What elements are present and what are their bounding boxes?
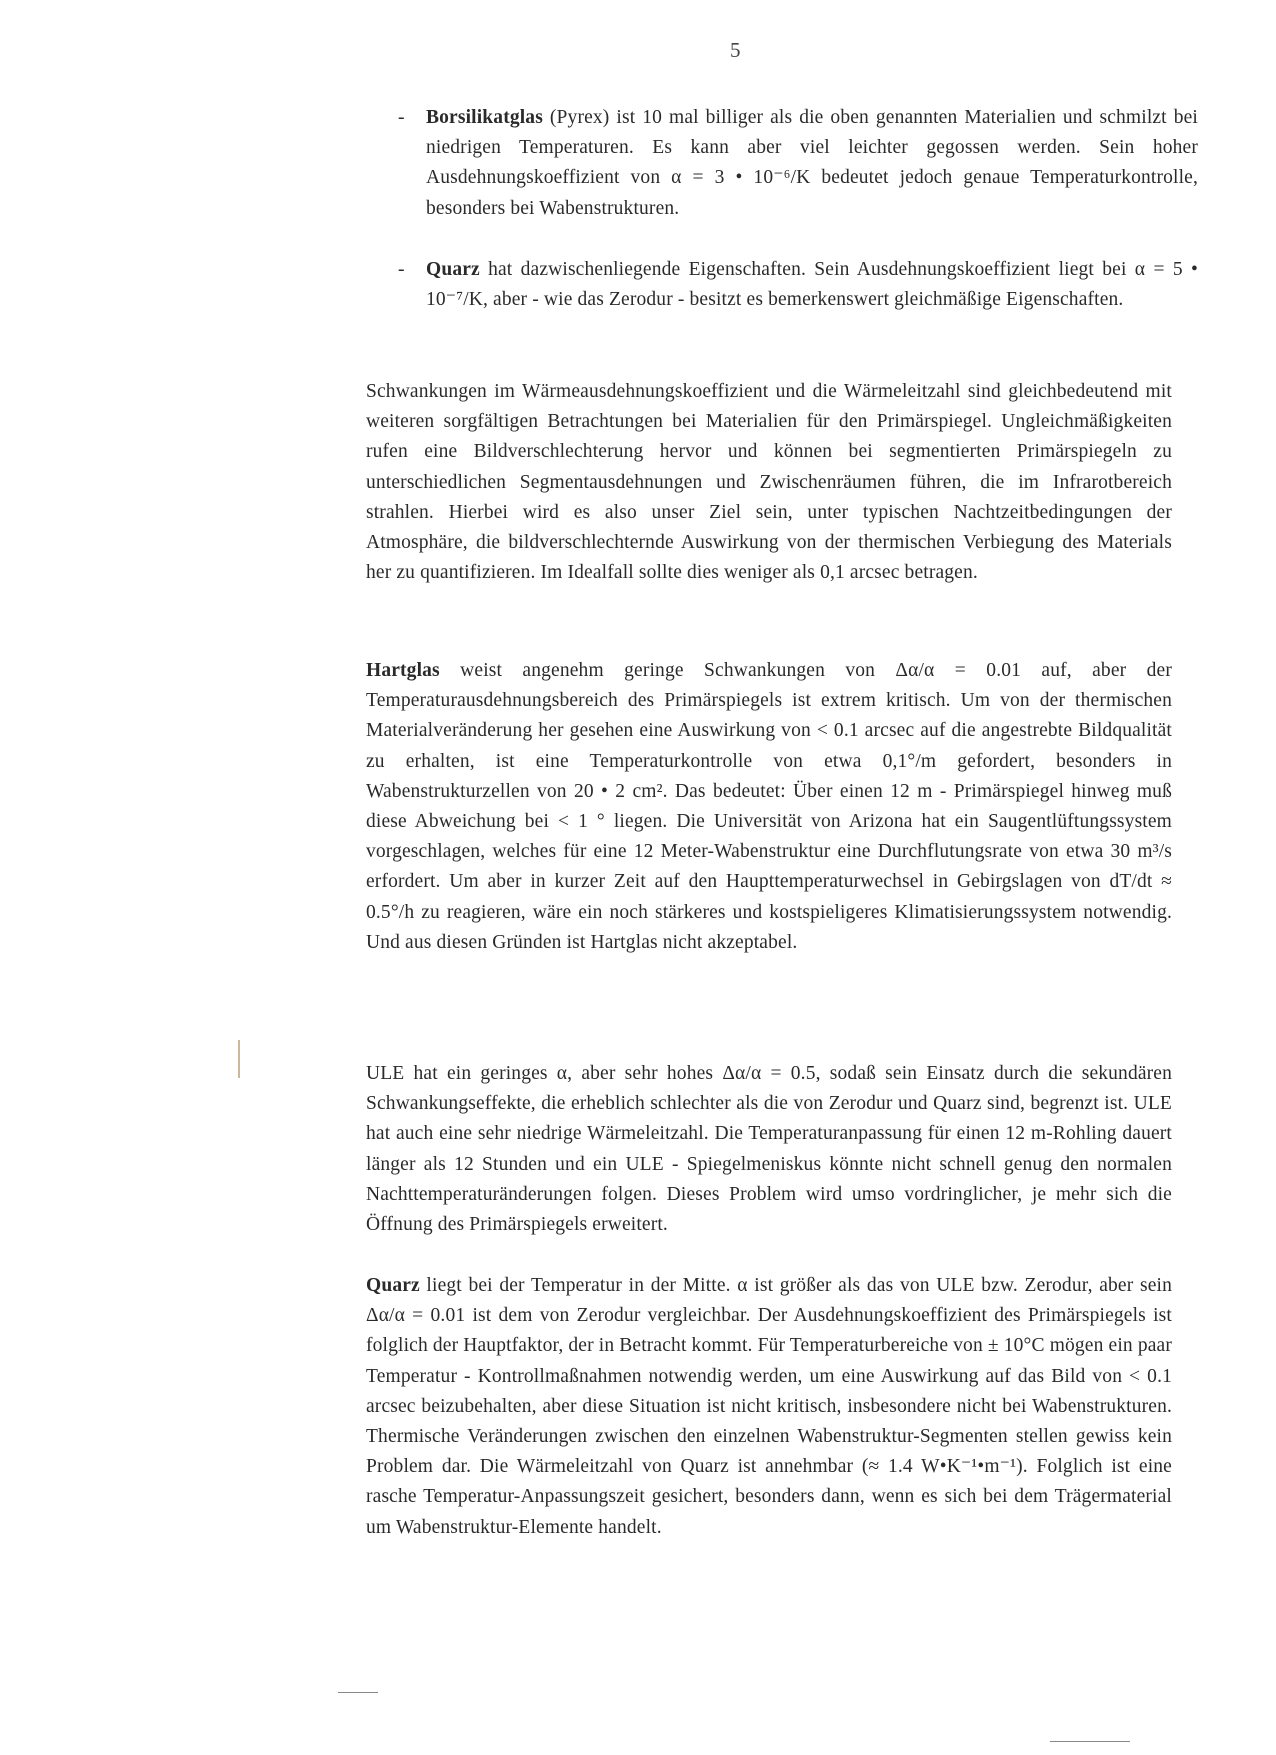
bullet-term: Quarz xyxy=(426,259,480,280)
bullet-text: (Pyrex) ist 10 mal billiger als die oben genannten Materialien und schmilzt bei niedrigen Temperaturen. Es kann aber viel leichter gegossen werden. Sein hoher Ausdehnungskoeffizient von α = 3 • 10⁻⁶/K bedeutet jedoch genaue Temperaturkontrolle, besonders bei Wabenstrukturen. xyxy=(426,107,1198,219)
scan-mark xyxy=(1050,1741,1130,1742)
paragraph-term: Quarz xyxy=(366,1275,420,1296)
page-number: 5 xyxy=(730,38,741,62)
scan-mark xyxy=(338,1692,378,1693)
paragraph-ule xyxy=(366,1059,1172,1240)
bullet-text: hat dazwischenliegende Eigenschaften. Sein Ausdehnungskoeffizient liegt bei α = 5 • 10⁻⁷/K, aber - wie das Zerodur - besitzt es bemerkenswert gleichmäßige Eigenschaften. xyxy=(426,259,1198,311)
paragraph-term: Hartglas xyxy=(366,660,440,681)
paragraph-text: liegt bei der Temperatur in der Mitte. α ist größer als das von ULE bzw. Zerodur, aber sein Δα/α = 0.01 ist dem von Zerodur vergleichbar. Der Ausdehnungskoeffizient des Primärspiegels ist folglich der Hauptfaktor, der in Betracht kommt. Für Temperaturbereiche von ± 10°C mögen ein paar Temperatur - Kontrollmaßnahmen notwendig werden, um eine Auswirkung auf das Bild von < 0.1 arcsec beizubehalten, aber diese Situation ist nicht kritisch, insbesondere nicht bei Wabenstrukturen. Thermische Veränderungen zwischen den einzelnen Wabenstruktur-Segmenten stellen gewiss kein Problem dar. Die Wärmeleitzahl von Quarz ist annehmbar (≈ 1.4 W•K⁻¹•m⁻¹). Folglich ist eine rasche Temperatur-Anpassungszeit gesichert, besonders dann, wenn es sich bei dem Trägermaterial um Wabenstruktur-Elemente handelt. xyxy=(366,1275,1172,1538)
paragraph-quarz xyxy=(366,1271,1172,1543)
bullet-quartz xyxy=(398,255,1198,315)
bullet-dash: - xyxy=(398,259,405,280)
bullet-borosilicate xyxy=(398,103,1198,224)
bullet-dash: - xyxy=(398,107,405,128)
paragraph-text: weist angenehm geringe Schwankungen von Δα/α = 0.01 auf, aber der Temperaturausdehnungsbereich des Primärspiegels ist extrem kritisch. Um von der thermischen Materialveränderung her gesehen eine Auswirkung von < 0.1 arcsec auf die angestrebte Bildqualität zu erhalten, ist eine Temperaturkontrolle von etwa 0,1°/m gefordert, besonders in Wabenstrukturzellen von 20 • 2 cm². Das bedeutet: Über einen 12 m - Primärspiegel hinweg muß diese Abweichung bei < 1 ° liegen. Die Universität von Arizona hat ein Saugentlüftungssystem vorgeschlagen, welches für eine 12 Meter-Wabenstruktur eine Durchflutungsrate von etwa 30 m³/s erfordert. Um aber in kurzer Zeit auf den Haupttemperaturwechsel in Gebirgslagen von dT/dt ≈ 0.5°/h zu reagieren, wäre ein noch stärkeres und kostspieligeres Klimatisierungssystem notwendig. Und aus diesen Gründen ist Hartglas nicht akzeptabel. xyxy=(366,660,1172,953)
paragraph-fluctuations xyxy=(366,377,1172,588)
paragraph-hartglas xyxy=(366,656,1172,958)
paragraph-text: Schwankungen im Wärmeausdehnungskoeffizient und die Wärmeleitzahl sind gleichbedeutend mit weiteren sorgfältigen Betrachtungen bei Materialien für den Primärspiegel. Ungleichmäßigkeiten rufen eine Bildverschlechterung hervor und können bei segmentierten Primärspiegeln zu unterschiedlichen Segmentausdehnungen und Zwischenräumen führen, die im Infrarotbereich strahlen. Hierbei wird es also unser Ziel sein, unter typischen Nachtzeitbedingungen der Atmosphäre, die bildverschlechternde Auswirkung von der thermischen Verbiegung des Materials her zu quantifizieren. Im Idealfall sollte dies weniger als 0,1 arcsec betragen. xyxy=(366,381,1172,584)
paragraph-text: ULE hat ein geringes α, aber sehr hohes Δα/α = 0.5, sodaß sein Einsatz durch die sekundären Schwankungseffekte, die erheblich schlechter als die von Zerodur und Quarz sind, begrenzt ist. ULE hat auch eine sehr niedrige Wärmeleitzahl. Die Temperaturanpassung für einen 12 m-Rohling dauert länger als 12 Stunden und ein ULE - Spiegelmeniskus könnte nicht schnell genug den normalen Nachttemperaturänderungen folgen. Dieses Problem wird umso vordringlicher, je mehr sich die Öffnung des Primärspiegels erweitert. xyxy=(366,1063,1172,1236)
bullet-term: Borsilikatglas xyxy=(426,107,543,128)
scan-mark xyxy=(238,1040,240,1078)
